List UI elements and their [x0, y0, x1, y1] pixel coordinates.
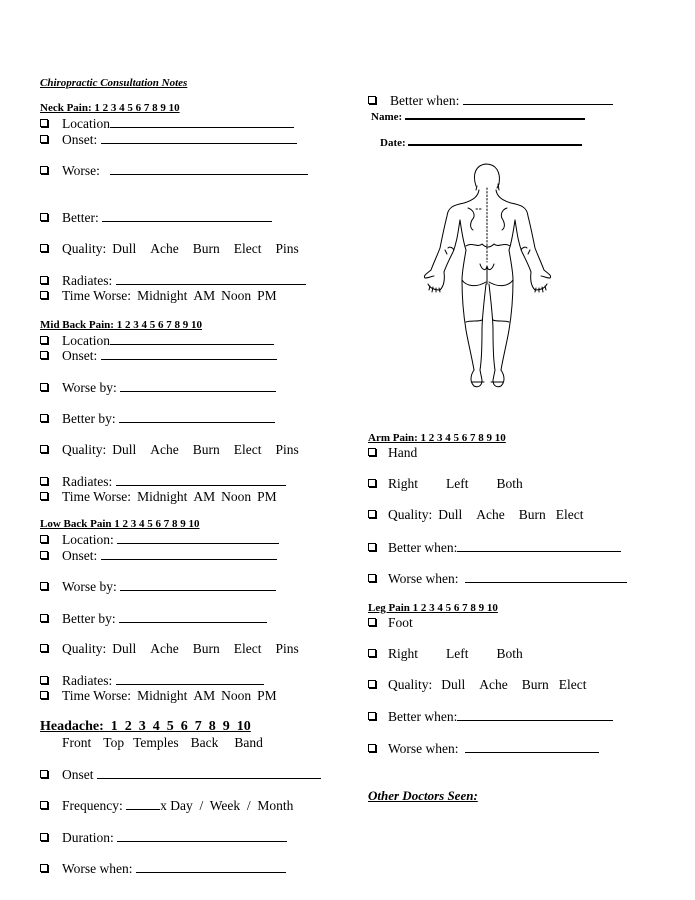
name-field[interactable] [405, 108, 585, 120]
body-diagram-figure [420, 162, 555, 397]
neck-quality-label: Quality: [62, 241, 107, 256]
time-option-noon[interactable]: Noon [221, 288, 252, 303]
low-back-location-row [40, 531, 279, 548]
quality-option-pins[interactable]: Pins [275, 442, 299, 457]
mid-back-worse-row [40, 379, 276, 396]
checkbox-icon[interactable] [368, 479, 376, 487]
quality-option-ache[interactable]: Ache [150, 241, 179, 256]
headache-onset-row [40, 766, 321, 783]
neck-better-field[interactable] [102, 209, 272, 222]
arm-side-right[interactable]: Right [388, 476, 419, 491]
date-label: Date: [380, 137, 406, 149]
quality-option-dull[interactable]: Dull [441, 677, 466, 692]
neck-pain-header: Neck Pain: 1 2 3 4 5 6 7 8 9 10 [40, 102, 180, 114]
leg-side-both[interactable]: Both [496, 646, 523, 661]
quality-option-elect[interactable]: Elect [233, 442, 262, 457]
low-back-pain-header: Low Back Pain 1 2 3 4 5 6 7 8 9 10 [40, 518, 200, 530]
checkbox-icon[interactable] [40, 135, 48, 143]
mid-back-time-worse-row [40, 489, 277, 505]
neck-worse-row [40, 162, 308, 179]
neck-location-row [40, 115, 294, 132]
checkbox-icon[interactable] [40, 535, 48, 543]
leg-foot-row [368, 615, 413, 631]
neck-time-worse-label: Time Worse: [62, 288, 132, 303]
low-back-better-label: Better by: [62, 611, 116, 626]
low-back-radiates-field[interactable] [116, 672, 264, 685]
quality-option-burn[interactable]: Burn [192, 241, 220, 256]
checkbox-icon[interactable] [40, 445, 48, 453]
arm-better-label: Better when: [388, 540, 458, 555]
time-option-am[interactable]: AM [193, 489, 216, 504]
time-option-am[interactable]: AM [193, 688, 216, 703]
headache-onset-field[interactable] [97, 766, 321, 779]
headache-location-front[interactable]: Front [62, 735, 92, 750]
mid-back-better-label: Better by: [62, 411, 116, 426]
headache-worse-row [40, 860, 286, 877]
quality-option-pins[interactable]: Pins [275, 641, 299, 656]
time-option-noon[interactable]: Noon [221, 688, 252, 703]
checkbox-icon[interactable] [368, 448, 376, 456]
checkbox-icon[interactable] [40, 644, 48, 652]
neck-better-row [40, 209, 272, 226]
mid-back-onset-row [40, 347, 277, 364]
checkbox-icon[interactable] [40, 801, 48, 809]
low-back-location-field[interactable] [117, 531, 279, 544]
neck-onset-row [40, 131, 297, 148]
quality-option-ache[interactable]: Ache [476, 507, 505, 522]
low-back-worse-label: Worse by: [62, 579, 117, 594]
mid-back-onset-label: Onset: [62, 348, 98, 363]
mid-back-onset-field[interactable] [101, 347, 277, 360]
time-option-pm[interactable]: PM [257, 288, 277, 303]
document-title: Chiropractic Consultation Notes [40, 77, 188, 89]
quality-option-ache[interactable]: Ache [150, 442, 179, 457]
mid-back-radiates-field[interactable] [116, 473, 286, 486]
checkbox-icon[interactable] [368, 744, 376, 752]
neck-location-label: Location [62, 116, 110, 131]
low-back-radiates-row [40, 672, 264, 689]
checkbox-icon[interactable] [368, 712, 376, 720]
neck-worse-field[interactable] [110, 162, 308, 175]
neck-better-label: Better: [62, 210, 99, 225]
checkbox-icon[interactable] [40, 770, 48, 778]
low-back-quality-row [40, 641, 299, 657]
headache-duration-label: Duration: [62, 830, 114, 845]
checkbox-icon[interactable] [40, 119, 48, 127]
leg-better-row [368, 708, 613, 725]
mid-back-location-label: Location [62, 333, 110, 348]
checkbox-icon[interactable] [40, 551, 48, 559]
checkbox-icon[interactable] [40, 492, 48, 500]
low-back-quality-label: Quality: [62, 641, 107, 656]
arm-pain-header: Arm Pain: 1 2 3 4 5 6 7 8 9 10 [368, 432, 506, 444]
low-back-time-worse-label: Time Worse: [62, 688, 132, 703]
headache-locations-row [62, 735, 263, 751]
date-field[interactable] [408, 134, 582, 146]
low-back-time-worse-row [40, 688, 277, 704]
leg-side-right[interactable]: Right [388, 646, 419, 661]
quality-option-dull[interactable]: Dull [112, 241, 137, 256]
headache-duration-row [40, 829, 287, 846]
checkbox-icon[interactable] [40, 477, 48, 485]
headache-location-back[interactable]: Back [190, 735, 219, 750]
leg-quality-row [368, 677, 586, 693]
checkbox-icon[interactable] [40, 351, 48, 359]
time-option-am[interactable]: AM [193, 288, 216, 303]
posterior-body-icon [420, 162, 555, 392]
mid-back-quality-label: Quality: [62, 442, 107, 457]
checkbox-icon[interactable] [40, 336, 48, 344]
neck-time-worse-row [40, 288, 277, 304]
leg-worse-row [368, 740, 599, 757]
checkbox-icon[interactable] [40, 276, 48, 284]
checkbox-icon[interactable] [368, 618, 376, 626]
headache-frequency-unit[interactable]: x Day / Week / Month [160, 798, 294, 813]
checkbox-icon[interactable] [368, 510, 376, 518]
arm-worse-row [368, 570, 627, 587]
mid-back-location-field[interactable] [110, 332, 274, 345]
arm-quality-label: Quality: [388, 507, 433, 522]
checkbox-icon[interactable] [40, 244, 48, 252]
low-back-onset-row [40, 547, 277, 564]
quality-option-pins[interactable]: Pins [275, 241, 299, 256]
quality-option-burn[interactable]: Burn [192, 442, 220, 457]
mid-back-better-row [40, 410, 275, 427]
quality-option-elect[interactable]: Elect [233, 241, 262, 256]
checkbox-icon[interactable] [368, 543, 376, 551]
time-option-pm[interactable]: PM [257, 688, 277, 703]
neck-onset-field[interactable] [101, 131, 297, 144]
arm-side-row [368, 476, 523, 492]
headache-worse-field[interactable] [136, 860, 286, 873]
checkbox-icon[interactable] [40, 676, 48, 684]
leg-quality-label: Quality: [388, 677, 433, 692]
leg-worse-field[interactable] [465, 740, 599, 753]
checkbox-icon[interactable] [40, 691, 48, 699]
quality-option-elect[interactable]: Elect [558, 677, 587, 692]
checkbox-icon[interactable] [368, 649, 376, 657]
low-back-onset-field[interactable] [101, 547, 277, 560]
better-when-row [368, 92, 613, 109]
low-back-better-field[interactable] [119, 610, 267, 623]
arm-side-left[interactable]: Left [446, 476, 469, 491]
time-option-noon[interactable]: Noon [221, 489, 252, 504]
other-doctors-label: Other Doctors Seen: [368, 788, 478, 803]
better-when-field[interactable] [463, 92, 613, 105]
headache-label: Headache [40, 719, 100, 734]
time-option-midnight[interactable]: Midnight [137, 288, 188, 303]
arm-side-both[interactable]: Both [496, 476, 523, 491]
checkbox-icon[interactable] [368, 96, 376, 104]
checkbox-icon[interactable] [368, 574, 376, 582]
leg-side-left[interactable]: Left [446, 646, 469, 661]
quality-option-burn[interactable]: Burn [521, 677, 549, 692]
quality-option-ache[interactable]: Ache [479, 677, 508, 692]
headache-frequency-label: Frequency: [62, 798, 123, 813]
mid-back-radiates-label: Radiates: [62, 474, 113, 489]
checkbox-icon[interactable] [40, 582, 48, 590]
headache-frequency-field[interactable] [126, 797, 160, 810]
name-row [371, 108, 585, 123]
quality-option-dull[interactable]: Dull [112, 442, 137, 457]
low-back-worse-row [40, 578, 276, 595]
mid-back-quality-row [40, 442, 299, 458]
headache-duration-field[interactable] [117, 829, 287, 842]
headache-header [40, 719, 251, 735]
better-when-label: Better when: [390, 93, 460, 108]
headache-frequency-row [40, 797, 293, 814]
checkbox-icon[interactable] [40, 833, 48, 841]
checkbox-icon[interactable] [368, 680, 376, 688]
headache-scale: : 1 2 3 4 5 6 7 8 9 10 [99, 719, 251, 734]
leg-better-field[interactable] [457, 708, 613, 721]
quality-option-dull[interactable]: Dull [438, 507, 463, 522]
arm-worse-label: Worse when: [388, 571, 459, 586]
date-row [380, 134, 582, 149]
name-label: Name: [371, 111, 403, 123]
checkbox-icon[interactable] [40, 213, 48, 221]
quality-option-elect[interactable]: Elect [555, 507, 584, 522]
arm-worse-field[interactable] [465, 570, 627, 583]
checkbox-icon[interactable] [40, 614, 48, 622]
leg-better-label: Better when: [388, 709, 458, 724]
neck-onset-label: Onset: [62, 132, 98, 147]
time-option-midnight[interactable]: Midnight [137, 688, 188, 703]
leg-pain-header: Leg Pain 1 2 3 4 5 6 7 8 9 10 [368, 602, 498, 614]
mid-back-time-worse-label: Time Worse: [62, 489, 132, 504]
leg-side-row [368, 646, 523, 662]
quality-option-elect[interactable]: Elect [233, 641, 262, 656]
low-back-onset-label: Onset: [62, 548, 98, 563]
checkbox-icon[interactable] [40, 864, 48, 872]
checkbox-icon[interactable] [40, 414, 48, 422]
mid-back-better-field[interactable] [119, 410, 275, 423]
checkbox-icon[interactable] [40, 383, 48, 391]
headache-location-top[interactable]: Top [103, 735, 125, 750]
checkbox-icon[interactable] [40, 166, 48, 174]
neck-worse-label: Worse: [62, 163, 100, 178]
low-back-radiates-label: Radiates: [62, 673, 113, 688]
neck-radiates-row [40, 272, 306, 289]
low-back-worse-field[interactable] [120, 578, 276, 591]
quality-option-ache[interactable]: Ache [150, 641, 179, 656]
mid-back-radiates-row [40, 473, 286, 490]
time-option-midnight[interactable]: Midnight [137, 489, 188, 504]
quality-option-burn[interactable]: Burn [192, 641, 220, 656]
leg-worse-label: Worse when: [388, 741, 459, 756]
headache-onset-label: Onset [62, 767, 94, 782]
quality-option-dull[interactable]: Dull [112, 641, 137, 656]
mid-back-pain-header: Mid Back Pain: 1 2 3 4 5 6 7 8 9 10 [40, 319, 202, 331]
quality-option-burn[interactable]: Burn [518, 507, 546, 522]
arm-better-field[interactable] [457, 539, 621, 552]
arm-better-row [368, 539, 621, 556]
time-option-pm[interactable]: PM [257, 489, 277, 504]
neck-quality-row [40, 241, 299, 257]
headache-location-band[interactable]: Band [234, 735, 263, 750]
headache-worse-label: Worse when: [62, 861, 133, 876]
headache-location-temples[interactable]: Temples [133, 735, 179, 750]
low-back-location-label: Location: [62, 532, 114, 547]
arm-quality-row [368, 507, 583, 523]
mid-back-worse-label: Worse by: [62, 380, 117, 395]
neck-radiates-field[interactable] [116, 272, 306, 285]
checkbox-icon[interactable] [40, 291, 48, 299]
neck-radiates-label: Radiates: [62, 273, 113, 288]
arm-hand-label: Hand [388, 445, 418, 460]
arm-hand-row [368, 445, 417, 461]
low-back-better-row [40, 610, 267, 627]
neck-location-field[interactable] [110, 115, 294, 128]
mid-back-worse-field[interactable] [120, 379, 276, 392]
leg-foot-label: Foot [388, 615, 413, 630]
